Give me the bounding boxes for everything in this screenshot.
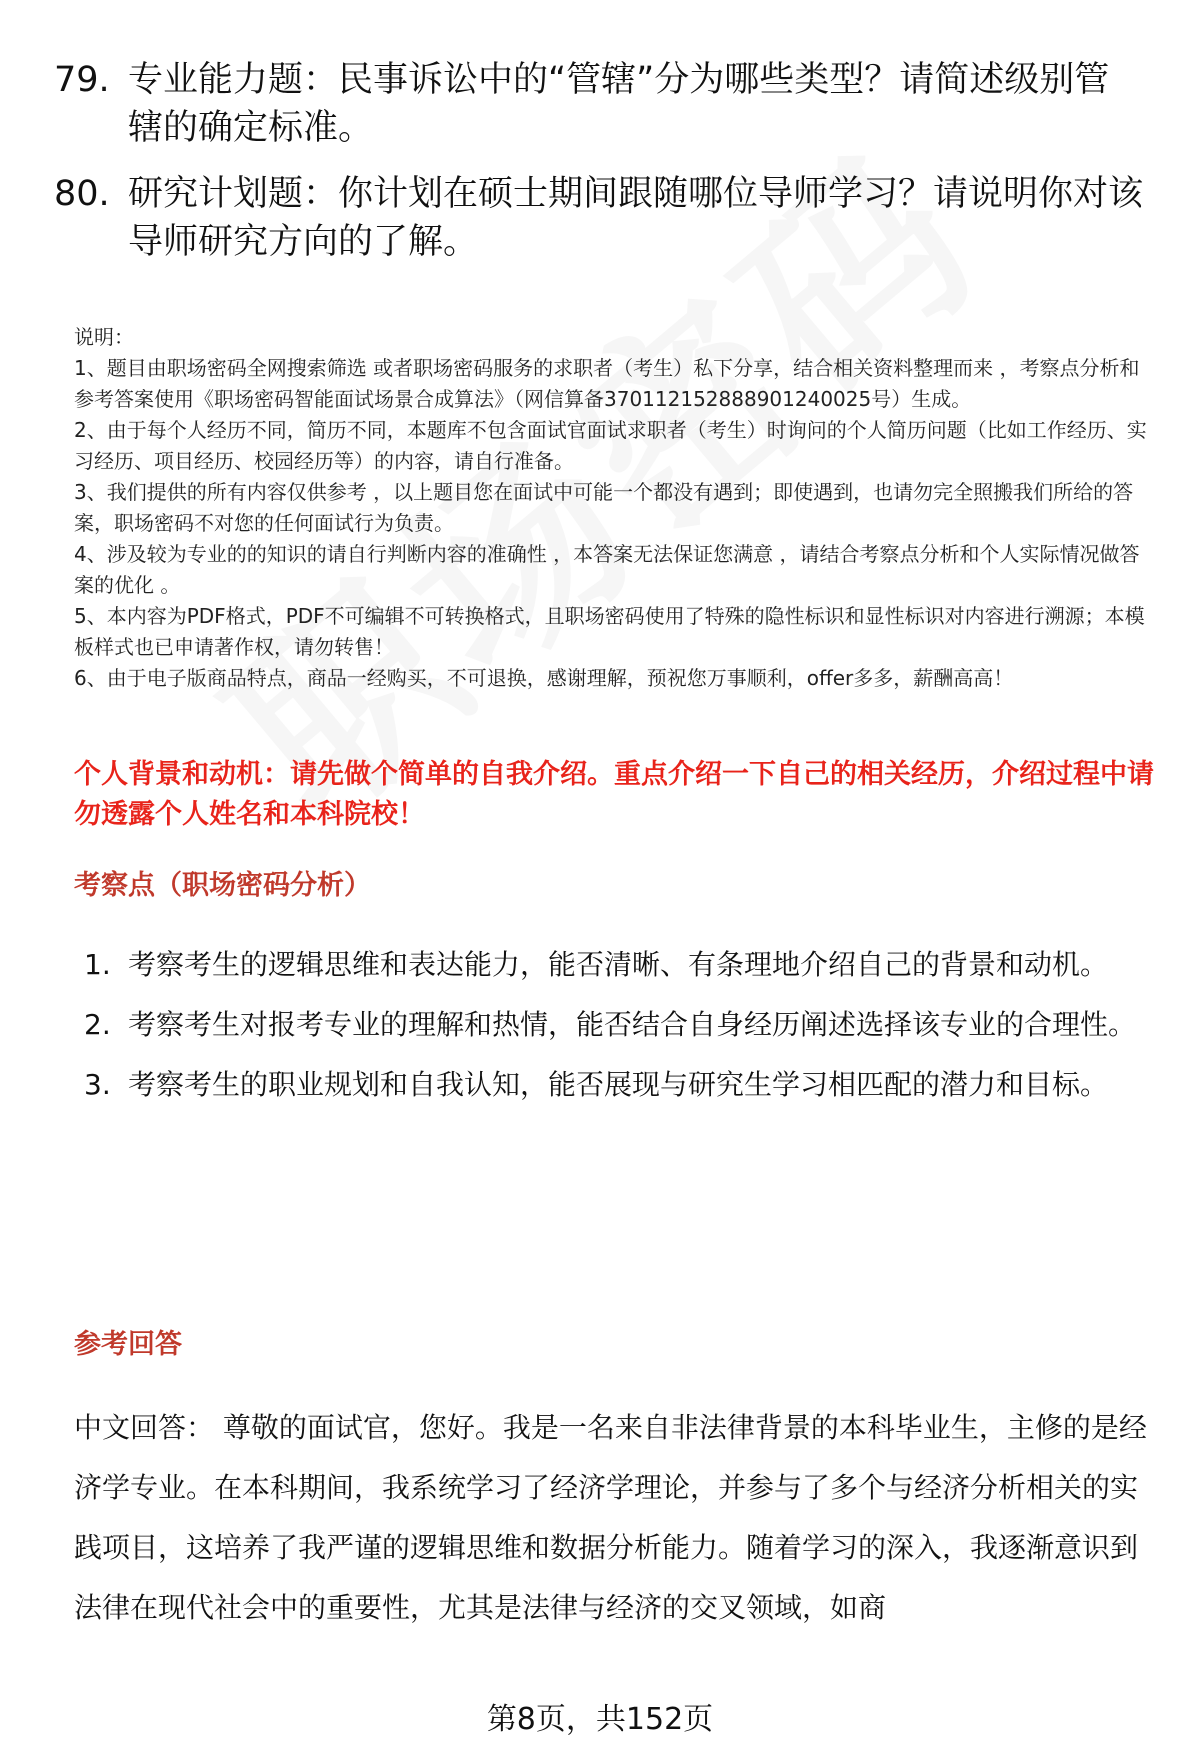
analysis-heading: 考察点（职场密码分析） [74, 870, 371, 901]
analysis-item-number: 3. [84, 1068, 111, 1101]
note-item: 3、我们提供的所有内容仅供参考 ，以上题目您在面试中可能一个都没有遇到；即使遇到，也请勿完全照搬我们所给的答案，职场密码不对您的任何面试行为负责。 [74, 480, 1134, 535]
question-79 [54, 56, 1144, 152]
analysis-item-number: 1. [84, 948, 111, 981]
question-text: 专业能力题：民事诉讼中的“管辖”分为哪些类型？请简述级别管辖的确定标准。 [128, 60, 1110, 148]
notes-title: 说明： [74, 325, 134, 349]
answer-text: 中文回答： 尊敬的面试官，您好。我是一名来自非法律背景的本科毕业生，主修的是经济学专业。在本科期间，我系统学习了经济学理论，并参与了多个与经济分析相关的实践项目，这培养了我严谨的逻辑思维和数据分析能力。随着学习的深入，我逐渐意识到法律在现代社会中的重要性，尤其是法律与经济的交叉领域，如商 [74, 1411, 1147, 1624]
question-text: 研究计划题：你计划在硕士期间跟随哪位导师学习？请说明你对该导师研究方向的了解。 [128, 174, 1144, 262]
question-80 [54, 170, 1144, 266]
question-number: 80. [54, 174, 110, 214]
analysis-list [74, 935, 1159, 1115]
note-item: 5、本内容为PDF格式，PDF不可编辑不可转换格式，且职场密码使用了特殊的隐性标识和显性标识对内容进行溯源；本模板样式也已申请著作权，请勿转售！ [74, 604, 1145, 659]
note-item: 4、涉及较为专业的的知识的请自行判断内容的准确性 ，本答案无法保证您满意 ，请结合考察点分析和个人实际情况做答案的优化 。 [74, 542, 1140, 597]
question-number: 79. [54, 60, 110, 100]
note-item: 1、题目由职场密码全网搜索筛选 或者职场密码服务的求职者（考生）私下分享，结合相关资料整理而来 ，考察点分析和参考答案使用《职场密码智能面试场景合成算法》（网信算备370112152888901240025号）生成。 [74, 356, 1140, 411]
section-question: 个人背景和动机：请先做个简单的自我介绍。重点介绍一下自己的相关经历，介绍过程中请勿透露个人姓名和本科院校！ [74, 759, 1154, 830]
note-item: 6、由于电子版商品特点，商品一经购买，不可退换，感谢理解，预祝您万事顺利，offer多多，薪酬高高！ [74, 666, 1014, 690]
analysis-item-text: 考察考生对报考专业的理解和热情，能否结合自身经历阐述选择该专业的合理性。 [128, 1008, 1137, 1041]
page-footer: 第8页，共152页 [486, 1702, 714, 1737]
analysis-item-text: 考察考生的职业规划和自我认知，能否展现与研究生学习相匹配的潜力和目标。 [128, 1068, 1109, 1101]
note-item: 2、由于每个人经历不同，简历不同，本题库不包含面试官面试求职者（考生）时询问的个人简历问题（比如工作经历、实习经历、项目经历、校园经历等）的内容，请自行准备。 [74, 418, 1147, 473]
notes-block [74, 322, 1159, 694]
analysis-item-text: 考察考生的逻辑思维和表达能力，能否清晰、有条理地介绍自己的背景和动机。 [128, 948, 1109, 981]
analysis-item-number: 2. [84, 1008, 111, 1041]
answer-heading: 参考回答 [74, 1329, 182, 1360]
analysis-item [74, 995, 1159, 1055]
analysis-item [74, 935, 1159, 995]
analysis-item [74, 1055, 1159, 1115]
